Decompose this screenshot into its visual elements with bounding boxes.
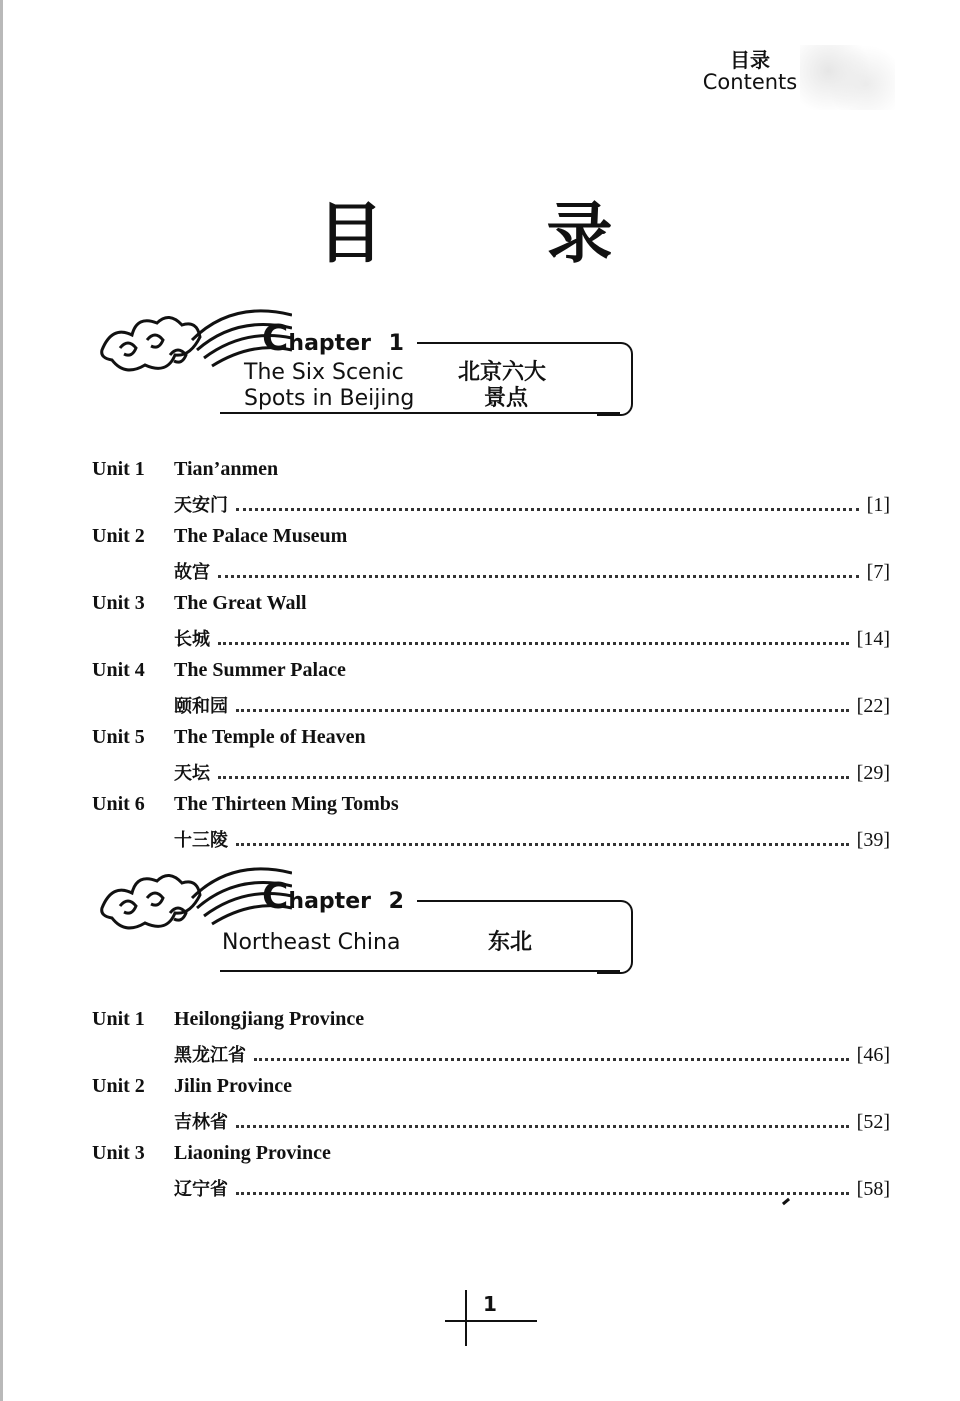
unit-title-en: Jilin Province xyxy=(174,1075,292,1097)
dot-leader xyxy=(236,697,849,712)
toc-entry[interactable] xyxy=(92,1142,892,1209)
unit-number: Unit 1 xyxy=(92,1008,145,1030)
dot-leader xyxy=(218,563,859,578)
chapter-1-title-en xyxy=(244,360,414,412)
unit-title-zh: 十三陵 xyxy=(174,830,228,851)
chapter-1-toc xyxy=(92,458,892,860)
unit-title-zh: 天坛 xyxy=(174,763,210,784)
chapter-2-toc xyxy=(92,1008,892,1209)
toc-entry[interactable] xyxy=(92,1075,892,1142)
unit-title-en: The Summer Palace xyxy=(174,659,346,681)
toc-entry[interactable] xyxy=(92,726,892,793)
page-number-vertical-rule xyxy=(465,1290,467,1346)
unit-title-zh: 颐和园 xyxy=(174,696,228,717)
chapter-2-label xyxy=(262,876,404,917)
unit-page: [22] xyxy=(856,695,890,717)
unit-number: Unit 2 xyxy=(92,1075,145,1097)
unit-page: [52] xyxy=(856,1111,890,1133)
unit-page: [7] xyxy=(866,561,890,583)
page-number-mark xyxy=(445,1290,537,1346)
unit-number: Unit 5 xyxy=(92,726,145,748)
chapter-title-en-line: Northeast China xyxy=(222,930,401,955)
chapter-frame-bottom xyxy=(220,412,620,414)
unit-title-en: Liaoning Province xyxy=(174,1142,331,1164)
unit-title-zh: 辽宁省 xyxy=(174,1179,228,1200)
toc-entry[interactable] xyxy=(92,793,892,860)
page-number: 1 xyxy=(483,1292,497,1316)
unit-title-zh: 长城 xyxy=(174,629,210,650)
unit-title-en: The Palace Museum xyxy=(174,525,348,547)
chapter-frame-bracket xyxy=(597,900,633,974)
chapter-title-en-line: The Six Scenic xyxy=(244,360,404,385)
dot-leader xyxy=(218,764,849,779)
unit-number: Unit 3 xyxy=(92,1142,145,1164)
toc-entry[interactable] xyxy=(92,525,892,592)
dot-leader xyxy=(236,1113,849,1128)
chapter-frame-top xyxy=(417,342,607,344)
chapter-2-header xyxy=(92,858,637,978)
chapter-title-zh-line: 东北 xyxy=(488,930,533,955)
unit-title-en: Tian’anmen xyxy=(174,458,279,480)
chapter-1-label xyxy=(262,318,404,359)
unit-page: [58] xyxy=(856,1178,890,1200)
chapter-number: 2 xyxy=(388,889,404,914)
unit-number: Unit 2 xyxy=(92,525,145,547)
chapter-2-title-zh xyxy=(488,930,532,956)
unit-page: [14] xyxy=(856,628,890,650)
chapter-number: 1 xyxy=(388,331,404,356)
toc-entry[interactable] xyxy=(92,659,892,726)
chapter-label-initial: C xyxy=(262,876,289,917)
dot-leader xyxy=(254,1046,849,1061)
unit-title-en: Heilongjiang Province xyxy=(174,1008,365,1030)
page-title: 目 录 xyxy=(317,194,683,272)
unit-page: [1] xyxy=(866,494,890,516)
toc-entry[interactable] xyxy=(92,592,892,659)
chapter-1-title-zh xyxy=(458,360,546,412)
running-head-zh: 目录 xyxy=(730,48,770,72)
unit-number: Unit 3 xyxy=(92,592,145,614)
chapter-1-header xyxy=(92,300,637,420)
running-head xyxy=(690,50,810,93)
dot-leader xyxy=(236,831,849,846)
unit-title-zh: 天安门 xyxy=(174,495,228,516)
unit-page: [29] xyxy=(856,762,890,784)
dot-leader xyxy=(236,496,859,511)
unit-number: Unit 1 xyxy=(92,458,145,480)
chapter-2-title-en xyxy=(222,930,400,956)
unit-page: [39] xyxy=(856,829,890,851)
toc-entry[interactable] xyxy=(92,1008,892,1075)
page-number-horizontal-rule xyxy=(445,1320,537,1322)
unit-title-en: The Temple of Heaven xyxy=(174,726,366,748)
chapter-title-zh-line: 景点 xyxy=(484,386,529,411)
unit-title-en: The Great Wall xyxy=(174,592,307,614)
chapter-frame-top xyxy=(417,900,607,902)
unit-title-zh: 吉林省 xyxy=(174,1112,228,1133)
chapter-label-initial: C xyxy=(262,318,289,359)
running-head-ornament xyxy=(800,45,895,110)
chapter-frame-bottom xyxy=(220,970,620,972)
unit-title-zh: 黑龙江省 xyxy=(174,1045,246,1066)
unit-page: [46] xyxy=(856,1044,890,1066)
chapter-title-zh-line: 北京六大 xyxy=(458,360,547,385)
unit-title-zh: 故宫 xyxy=(174,562,210,583)
chapter-label-rest: hapter xyxy=(288,331,371,356)
unit-number: Unit 4 xyxy=(92,659,145,681)
chapter-frame-bracket xyxy=(597,342,633,416)
dot-leader xyxy=(236,1180,849,1195)
unit-title-en: The Thirteen Ming Tombs xyxy=(174,793,399,815)
unit-number: Unit 6 xyxy=(92,793,145,815)
dot-leader xyxy=(218,630,849,645)
chapter-title-en-line: Spots in Beijing xyxy=(244,386,415,411)
chapter-label-rest: hapter xyxy=(288,889,371,914)
running-head-en: Contents xyxy=(702,70,798,94)
toc-entry[interactable] xyxy=(92,458,892,525)
